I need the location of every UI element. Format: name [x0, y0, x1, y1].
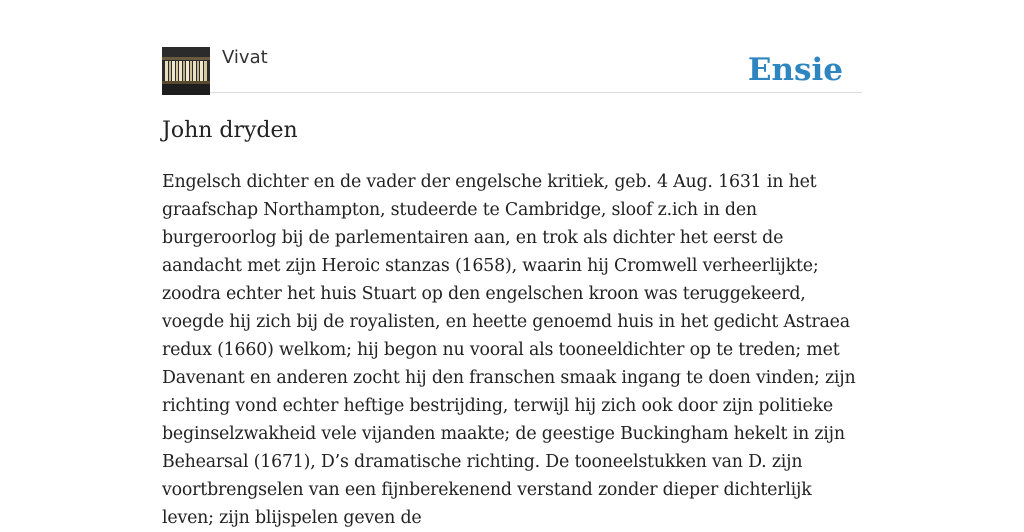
article-body: Engelsch dichter en de vader der engelsche kritiek, geb. 4 Aug. 1631 in het graafschap Northampton, studeerde te Cambridge, sloof z.ich in den burgeroorlog bij de parlementairen aan, en trok als dichter het eerst de aandacht met zijn Heroic stanzas (1658), waarin hij Cromwell verheerlijkte; zoodra echter het huis Stuart op den engelschen kroon was teruggekeerd, voegde hij zich bij de royalisten, en heette genoemd huis in het gedicht Astraea redux (1660) welkom; hij begon nu vooral als tooneeldichter op te treden; met Davenant en anderen zocht hij den franschen smaak ingang te doen vinden; zijn richting vond echter heftige bestrijding, terwijl hij zich ook door zijn politieke beginselzwakheid vele vijanden maakte; de geestige Buckingham hekelt in zijn Behearsal (1671), D’s dramatische richting. De tooneelstukken van D. zijn voortbrengselen van een fijnberekenend verstand zonder dieper dichterlijk leven; zijn blijspelen geven de: [162, 172, 856, 528]
brand-logo[interactable]: Ensie: [747, 52, 843, 88]
library-books-icon[interactable]: [162, 47, 210, 95]
site-header: [162, 46, 862, 93]
article-title: John dryden: [162, 118, 298, 143]
source-name[interactable]: Vivat: [222, 47, 268, 68]
